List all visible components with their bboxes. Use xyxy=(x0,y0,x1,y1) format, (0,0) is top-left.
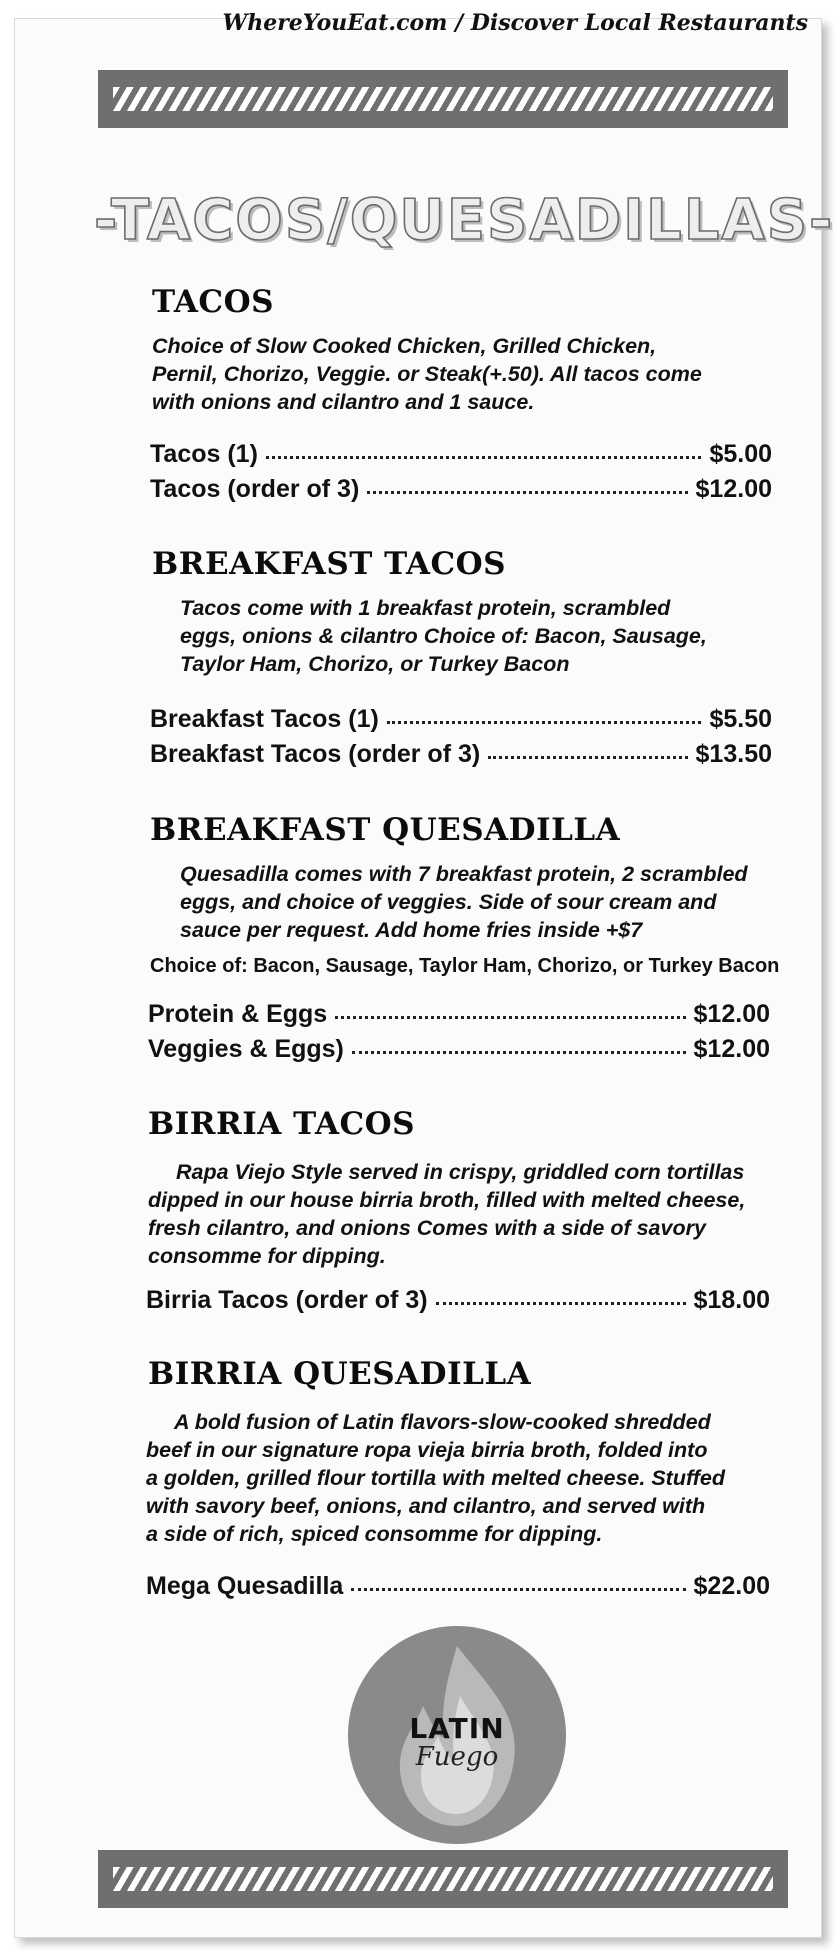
item-description-birria-tacos: Rapa Viejo Style served in crispy, griddled corn tortillas dipped in our house birria broth, filled with melted cheese, fresh cilantro, and onions Comes with a side of savory consomme for dipping. xyxy=(148,1160,746,1268)
site-header[interactable]: WhereYouEat.com / Discover Local Restaurants xyxy=(222,10,808,36)
price-row-breakfast-tacos-3: Breakfast Tacos (order of 3) $13.50 xyxy=(150,740,772,768)
item-description-birria-quesadilla: A bold fusion of Latin flavors-slow-cooked shredded beef in our signature ropa vieja birria broth, folded into a golden, grilled flour tortilla with melted cheese. Stuffed with savory beef, onions, and cilantro, and served with a side of rich, spiced consomme for dipping. xyxy=(146,1410,725,1546)
price-row-mega-quesadilla: Mega Quesadilla $22.00 xyxy=(146,1572,770,1600)
choice-line-breakfast-quesadilla: Choice of: Bacon, Sausage, Taylor Ham, Chorizo, or Turkey Bacon xyxy=(150,955,780,977)
restaurant-logo xyxy=(348,1626,566,1844)
price-row-veggies-eggs: Veggies & Eggs) $12.00 xyxy=(148,1035,770,1063)
price-row-tacos-3: Tacos (order of 3) $12.00 xyxy=(150,475,772,503)
item-heading-breakfast-quesadilla: BREAKFAST QUESADILLA xyxy=(150,812,621,848)
bottom-stripe-band xyxy=(98,1850,788,1908)
item-description-breakfast-quesadilla: Quesadilla comes with 7 breakfast protein, 2 scrambled eggs, and choice of veggies. Side of sour cream and sauce per request. Add home fries inside +$7 xyxy=(180,862,748,942)
price-row-breakfast-tacos-1: Breakfast Tacos (1) $5.50 xyxy=(150,705,772,733)
item-description-tacos: Choice of Slow Cooked Chicken, Grilled Chicken, Pernil, Chorizo, Veggie. or Steak(+.50). All tacos come with onions and cilantro and 1 sauce. xyxy=(152,334,702,414)
logo-word: LATIN xyxy=(409,1712,505,1745)
price-row-protein-eggs: Protein & Eggs $12.00 xyxy=(148,1000,770,1028)
price-row-tacos-1: Tacos (1) $5.00 xyxy=(150,440,772,468)
top-stripe-band xyxy=(98,70,788,128)
item-heading-birria-tacos: BIRRIA TACOS xyxy=(148,1106,416,1142)
item-heading-tacos: TACOS xyxy=(152,284,274,320)
section-title: -TACOS/QUESADILLAS- xyxy=(94,188,835,253)
price-row-birria-tacos-3: Birria Tacos (order of 3) $18.00 xyxy=(146,1286,770,1314)
item-heading-breakfast-tacos: BREAKFAST TACOS xyxy=(152,546,507,582)
logo-script: Fuego xyxy=(415,1742,499,1772)
item-description-breakfast-tacos: Tacos come with 1 breakfast protein, scrambled eggs, onions & cilantro Choice of: Bacon, Sausage, Taylor Ham, Chorizo, or Turkey Bacon xyxy=(180,596,707,676)
item-heading-birria-quesadilla: BIRRIA QUESADILLA xyxy=(148,1356,532,1392)
